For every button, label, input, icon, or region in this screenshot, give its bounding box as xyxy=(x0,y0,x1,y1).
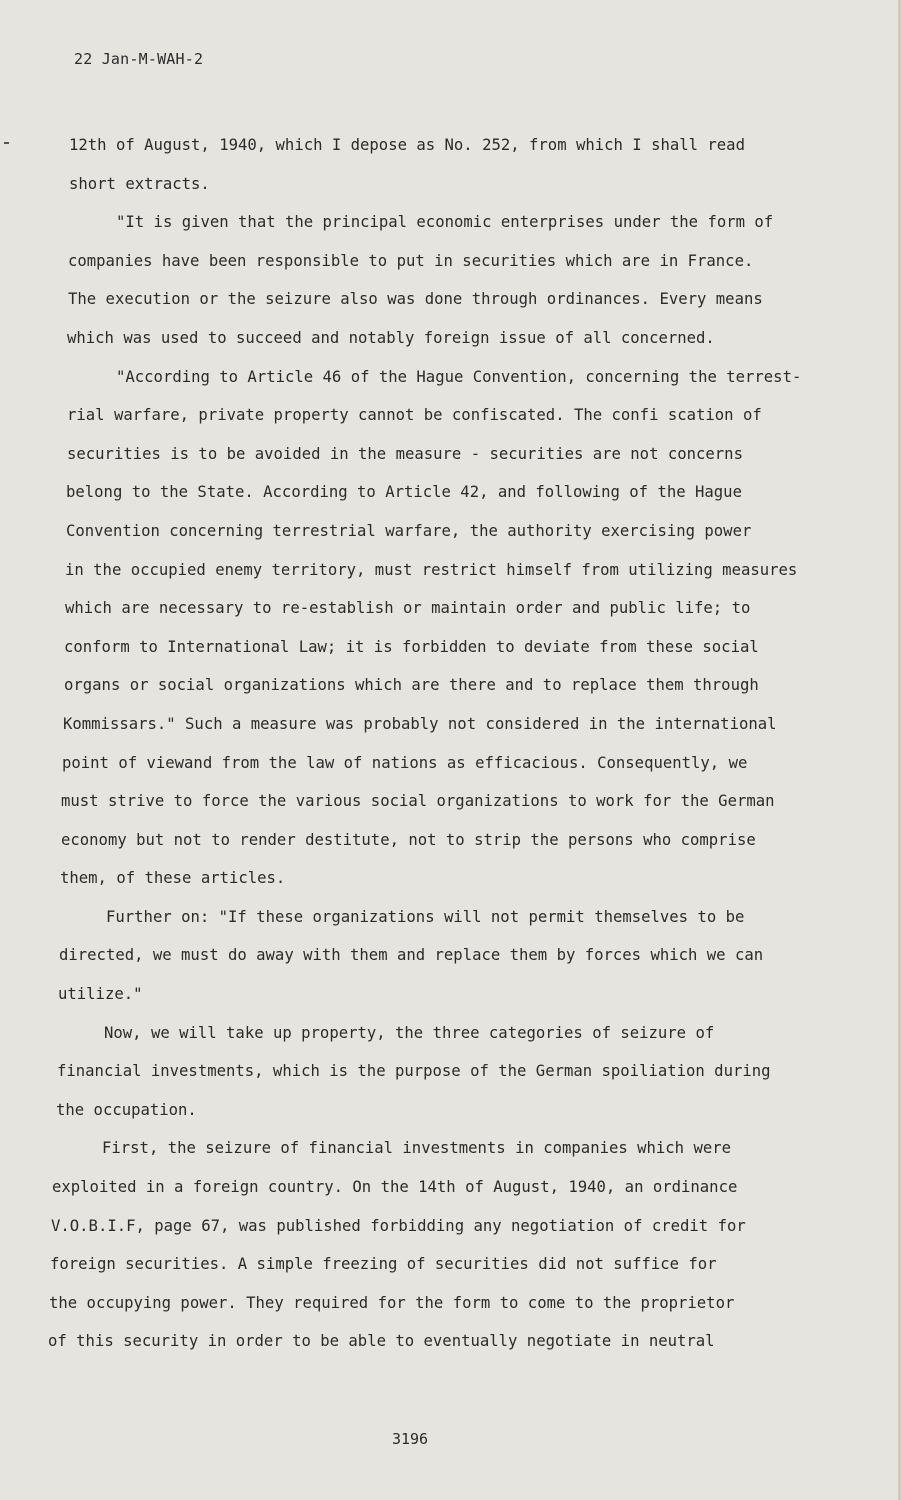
text-line: exploited in a foreign country. On the 14th of August, 1940, an ordinance xyxy=(52,1178,738,1197)
text-line: financial investments, which is the purpose of the German spoiliation during xyxy=(57,1062,771,1081)
text-line: foreign securities. A simple freezing of securities did not suffice for xyxy=(50,1255,717,1274)
text-line: directed, we must do away with them and replace them by forces which we can xyxy=(59,946,764,965)
text-line: the occupying power. They required for the form to come to the proprietor xyxy=(49,1293,735,1312)
text-line: The execution or the seizure also was done through ordinances. Every means xyxy=(68,290,763,309)
text-line: "According to Article 46 of the Hague Convention, concerning the terrest- xyxy=(116,367,802,386)
text-line: conform to International Law; it is forbidden to deviate from these social xyxy=(64,637,759,656)
text-line: which was used to succeed and notably foreign issue of all concerned. xyxy=(67,328,715,347)
text-line: must strive to force the various social organizations to work for the German xyxy=(61,792,775,811)
text-line: utilize." xyxy=(58,985,143,1004)
text-line: First, the seizure of financial investments in companies which were xyxy=(102,1139,732,1158)
text-line: "It is given that the principal economic enterprises under the form of xyxy=(116,213,774,232)
text-line: Kommissars." Such a measure was probably not considered in the international xyxy=(63,714,777,733)
text-line: point of viewand from the law of nations as efficacious. Consequently, we xyxy=(62,753,748,772)
text-line: Convention concerning terrestrial warfare, the authority exercising power xyxy=(66,521,752,540)
text-line: securities is to be avoided in the measure - securities are not concerns xyxy=(67,444,743,463)
text-line: 12th of August, 1940, which I depose as No. 252, from which I shall read xyxy=(69,136,745,154)
text-line: economy but not to render destitute, not to strip the persons who comprise xyxy=(61,830,756,849)
margin-mark xyxy=(4,142,9,144)
text-line: rial warfare, private property cannot be confiscated. The confi scation of xyxy=(67,406,762,425)
text-line: Further on: "If these organizations will not permit themselves to be xyxy=(106,907,745,926)
text-line: companies have been responsible to put in securities which are in France. xyxy=(68,251,754,270)
text-line: belong to the State. According to Article 42, and following of the Hague xyxy=(66,483,742,502)
page-number: 3196 xyxy=(391,1430,429,1448)
text-line: organs or social organizations which are there and to replace them through xyxy=(64,676,759,695)
page-header-reference: 22 Jan-M-WAH-2 xyxy=(74,50,204,68)
document-body xyxy=(48,126,829,1361)
text-line: short extracts. xyxy=(69,174,210,193)
text-line: in the occupied enemy territory, must restrict himself from utilizing measures xyxy=(65,560,798,579)
text-line: which are necessary to re-establish or maintain order and public life; to xyxy=(65,599,751,618)
text-line: Now, we will take up property, the three categories of seizure of xyxy=(104,1023,715,1042)
text-line: V.O.B.I.F, page 67, was published forbidding any negotiation of credit for xyxy=(51,1216,746,1235)
text-line: them, of these articles. xyxy=(60,869,286,888)
text-line: of this security in order to be able to eventually negotiate in neutral xyxy=(48,1332,715,1351)
text-line: the occupation. xyxy=(56,1100,197,1119)
